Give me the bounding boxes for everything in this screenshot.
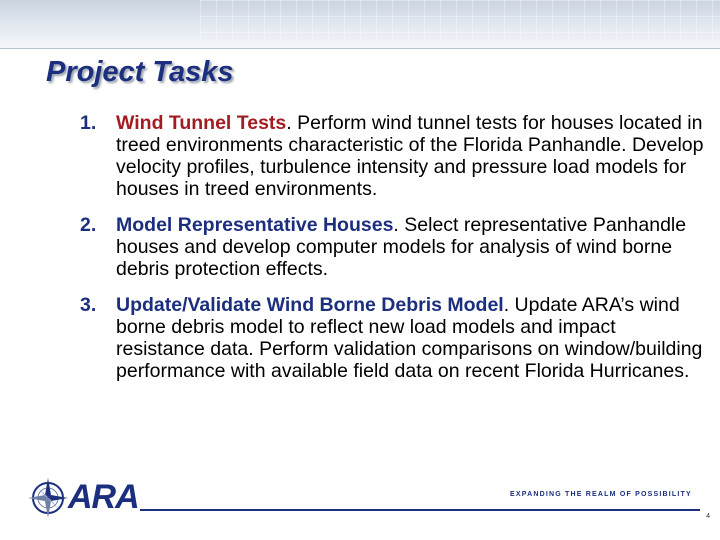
task-lead: Wind Tunnel Tests: [116, 112, 287, 134]
task-lead: Update/Validate Wind Borne Debris Model: [116, 294, 504, 316]
task-number: 3.: [80, 294, 97, 316]
page-number: 4: [706, 513, 710, 520]
task-number: 1.: [80, 112, 97, 134]
list-item: [80, 294, 706, 382]
company-logo: ARA: [68, 478, 139, 516]
task-number: 2.: [80, 214, 97, 236]
task-lead: Model Representative Houses: [116, 214, 394, 236]
task-list: [80, 112, 706, 396]
header-grid-pattern: [200, 0, 720, 40]
header-band: [0, 0, 720, 49]
task-text: . Perform wind tunnel tests for houses located in treed environments characteristic of the Florida Panhandle. Develop velocity profiles, turbulence intensity and pressure load models for houses in treed environments.: [116, 112, 704, 200]
task-text: . Update ARA’s wind borne debris model to reflect new load models and impact resistance data. Perform validation comparisons on window/building performance with available field data on recent Florida Hurricanes.: [116, 294, 703, 382]
task-text: . Select representative Panhandle houses and develop computer models for analysis of wind borne debris protection effects.: [116, 214, 687, 280]
footer-divider: [140, 509, 700, 511]
list-item: [80, 112, 706, 200]
page-title: Project Tasks: [46, 56, 234, 88]
list-item: [80, 214, 706, 280]
tagline: EXPANDING THE REALM OF POSSIBILITY: [510, 491, 692, 498]
